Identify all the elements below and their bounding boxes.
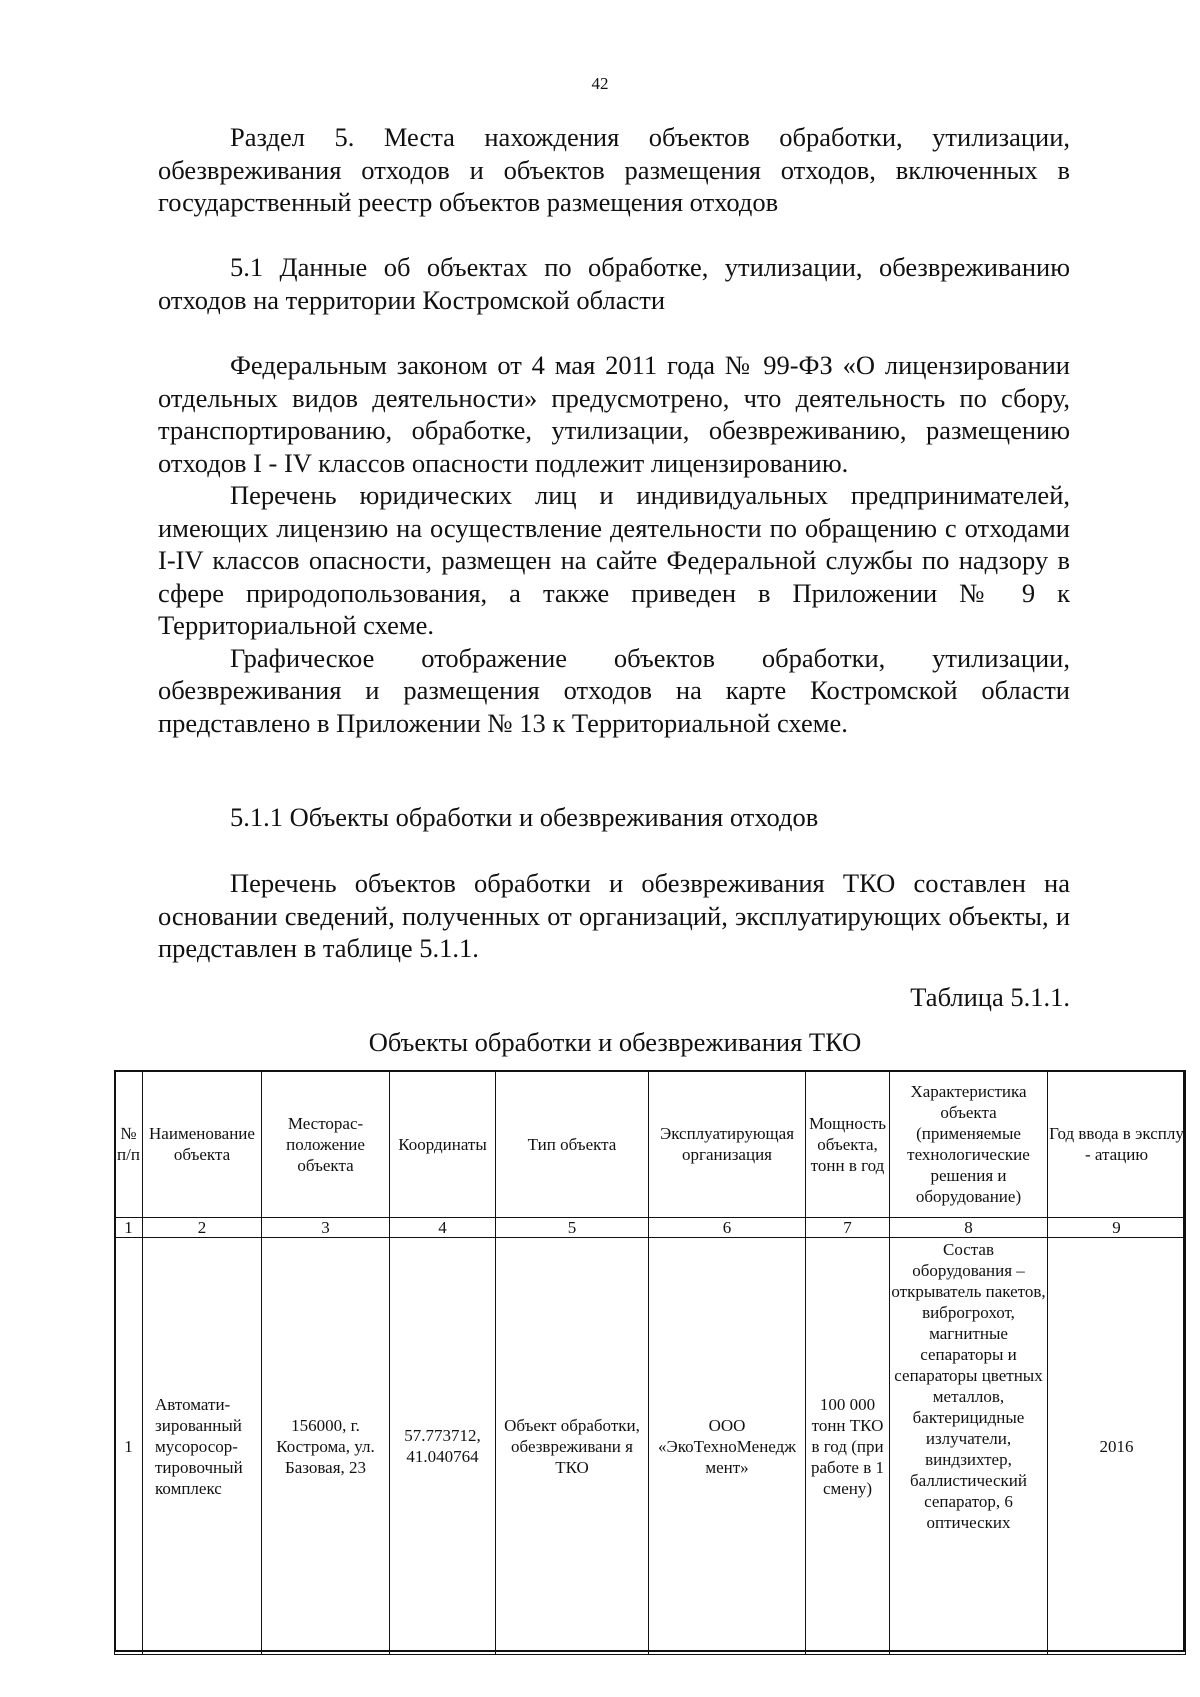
subsection-heading: 5.1 Данные об объектах по обработке, утилизации, обезвреживанию отходов на территории Костромской области [158,252,1070,315]
row-number: 1 [115,1238,143,1655]
objects-table [114,1070,1186,1655]
column-number: 3 [262,1218,390,1238]
column-number-row [115,1218,1186,1238]
table-header-row [115,1071,1186,1218]
object-characteristics-cell [890,1238,1048,1655]
table-label: Таблица 5.1.1. [910,982,1070,1012]
header-cell: Координаты [390,1071,496,1218]
object-location: 156000, г. Кострома, ул. Базовая, 23 [262,1238,390,1655]
list-intro-paragraph: Перечень объектов обработки и обезвреживания ТКО составлен на основании сведений, полученных от организаций, эксплуатирующих объекты, и представлен в таблице 5.1.1. [158,868,1070,963]
header-cell: Месторас-положение объекта [262,1071,390,1218]
column-number: 2 [143,1218,262,1238]
column-number: 6 [649,1218,806,1238]
object-operator: ООО «ЭкоТехноМенедж мент» [649,1238,806,1655]
column-number: 7 [806,1218,890,1238]
column-number: 1 [115,1218,143,1238]
table-title: Объекты обработки и обезвреживания ТКО [368,1027,862,1057]
column-number: 5 [496,1218,649,1238]
header-cell: Год ввода в эксплу - атацию [1048,1071,1186,1218]
page-number: 42 [591,74,609,93]
subsubsection-heading: 5.1.1 Объекты обработки и обезвреживания отходов [230,802,819,832]
object-coordinates: 57.773712, 41.040764 [390,1238,496,1655]
table-row [115,1238,1186,1655]
column-number: 9 [1048,1218,1186,1238]
object-name: Автомати-зированный мусоросор-тировочный комплекс [143,1238,262,1655]
body-paragraphs [158,349,1070,739]
header-cell: Тип объекта [496,1071,649,1218]
object-type: Объект обработки, обезвреживани я ТКО [496,1238,649,1655]
column-number: 8 [890,1218,1048,1238]
paragraph: Перечень юридических лиц и индивидуальных предпринимателей, имеющих лицензию на осуществление деятельности по обращению с отходами I-IV классов опасности, размещен на сайте Федеральной службы по надзору в сфере природопользования, а также приведен в Приложении № 9 к Территориальной схеме. [158,480,1070,640]
header-cell: Наименование объекта [143,1071,262,1218]
paragraph: Графическое отображение объектов обработки, утилизации, обезвреживания и размещения отходов на карте Костромской области представлено в Приложении № 13 к Территориальной схеме. [158,642,1070,738]
paragraph: Федеральным законом от 4 мая 2011 года № 99-ФЗ «О лицензировании отдельных видов деятельности» предусмотрено, что деятельность по сбору, транспортированию, обработке, утилизации, обезвреживанию, размещению отходов I - IV классов опасности подлежит лицензированию. [158,350,1070,478]
header-cell: № п/п [115,1071,143,1218]
header-cell: Мощность объекта, тонн в год [806,1071,890,1218]
header-cell: Характеристика объекта (применяемые технологические решения и оборудование) [890,1071,1048,1218]
object-year: 2016 [1048,1238,1186,1655]
section-heading: Раздел 5. Места нахождения объектов обработки, утилизации, обезвреживания отходов и объектов размещения отходов, включенных в государственный реестр объектов размещения отходов [158,122,1070,217]
column-number: 4 [390,1218,496,1238]
header-cell: Эксплуатирующая организация [649,1071,806,1218]
object-capacity: 100 000 тонн ТКО в год (при работе в 1 смену) [806,1238,890,1655]
object-characteristics: Состав оборудования – открыватель пакетов, виброгрохот, магнитные сепараторы и сепараторы цветных металлов, бактерицидные излучатели, виндзихтер, баллистический сепаратор, 6 оптических [891,1240,1046,1532]
